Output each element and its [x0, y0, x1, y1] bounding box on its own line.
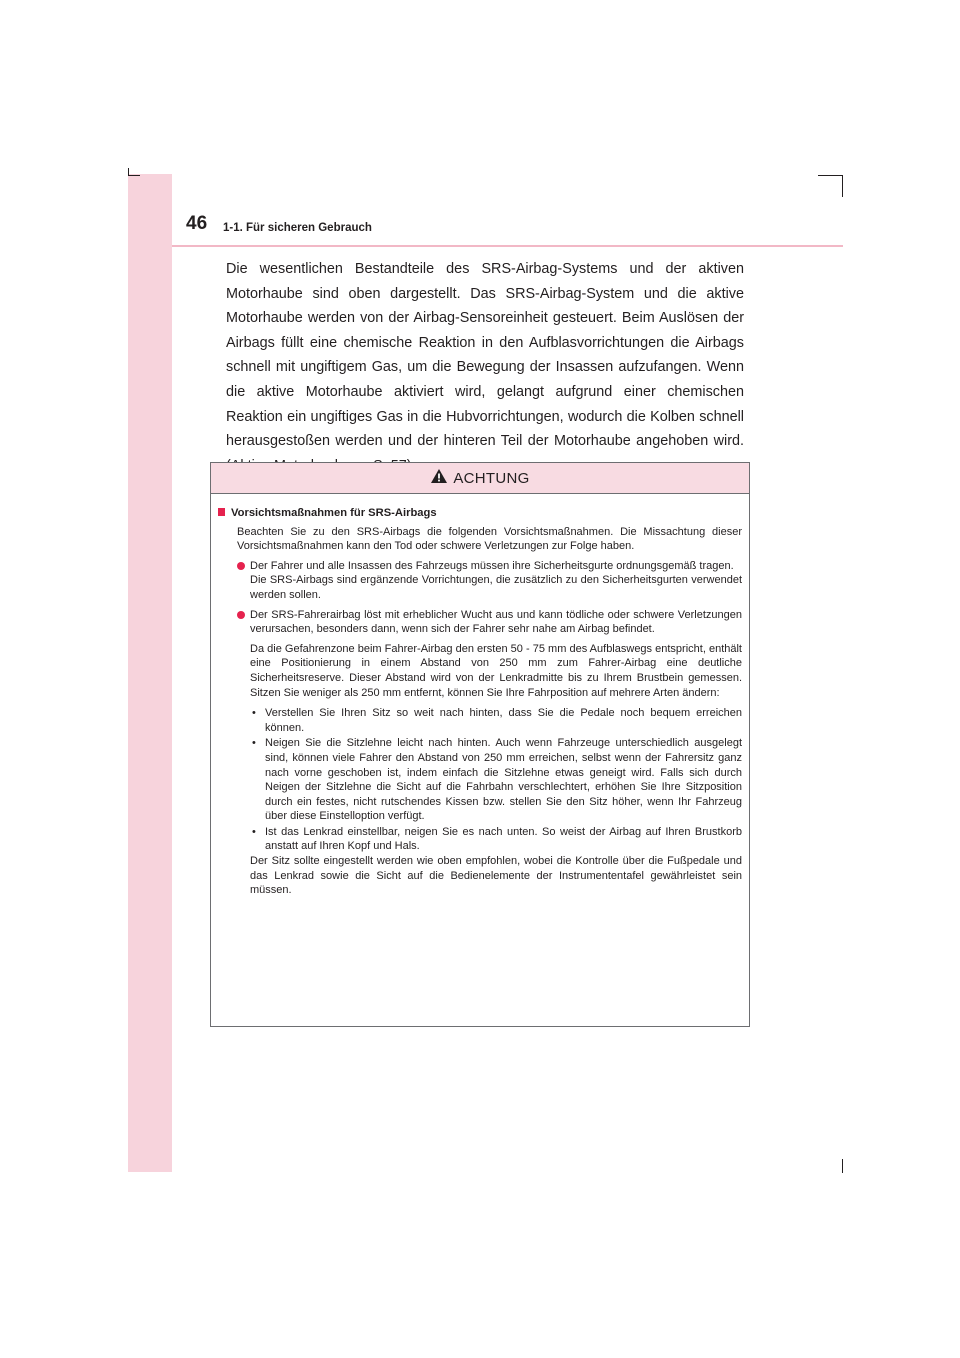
warning-heading-text: Vorsichtsmaßnahmen für SRS-Airbags	[231, 507, 437, 519]
sub-list-item	[250, 825, 742, 854]
list-item	[218, 608, 742, 898]
sub-item-text: Neigen Sie die Sitzlehne leicht nach hinten. Auch wenn Fahrzeuge unterschiedlich ausgelegt sind, können viele Fahrer den Abstand von 250 mm erreichen, selbst wenn der Fahrersitz ganz nach vorne geschoben ist, indem einfach die Sitzlehne etwas geneigt wird. Falls sich durch Neigen der Sitzlehne die Sicht auf die Fahrbahn verschlechtert, erhöhen Sie Ihre Sitzposition durch ein festes, nicht rutschendes Kissen bzw. stellen Sie den Sitz höher, wenn Ihr Fahrzeug über diese Einstelloption verfügt.	[265, 737, 742, 823]
sub-bullet-icon: •	[252, 825, 256, 838]
square-bullet-icon	[218, 508, 225, 516]
crop-mark-top-left-vertical	[128, 168, 129, 176]
sub-list-item	[250, 736, 742, 824]
bullet-text: Die SRS-Airbags sind ergänzende Vorrichtungen, die zusätzlich zu den Sicherheitsgurten verwendet werden sollen.	[250, 574, 742, 601]
intro-paragraph: Die wesentlichen Bestandteile des SRS-Airbag-Systems und der aktiven Motorhaube sind oben dargestellt. Das SRS-Airbag-System und die aktive Motorhaube werden von der Airbag-Sensoreinheit gesteuert. Beim Auslösen der Airbags füllt eine chemische Reaktion in den Aufblasvorrichtungen die Airbags schnell mit ungiftigem Gas, um die Bewegung der Insassen aufzufangen. Wenn die aktive Motorhaube aktiviert wird, gelangt aufgrund einer chemischen Reaktion ein ungiftiges Gas in die Hubvorrichtungen, wodurch die Kolben schnell herausgestoßen werden und der hinteren Teil der Motorhaube angehoben wird.	[226, 261, 744, 450]
sub-item-text: Verstellen Sie Ihren Sitz so weit nach hinten, dass Sie die Pedale noch bequem erreichen können.	[265, 707, 742, 734]
warning-box	[210, 462, 750, 1027]
bullet-text: Der Fahrer und alle Insassen des Fahrzeugs müssen ihre Sicherheitsgurte ordnungsgemäß tragen.	[250, 559, 734, 572]
sub-bullet-icon: •	[252, 737, 256, 750]
warning-triangle-icon	[430, 468, 448, 489]
list-item	[218, 559, 742, 603]
crop-mark-top-right	[818, 175, 843, 176]
chapter-side-bar	[128, 174, 172, 1172]
warning-body	[211, 494, 749, 898]
sub-bullet-icon: •	[252, 707, 256, 720]
crop-mark-bottom-right	[842, 1159, 843, 1173]
bullet-text: Da die Gefahrenzone beim Fahrer-Airbag den ersten 50 - 75 mm des Aufblaswegs entspricht, enthält eine Positionierung in einem Abstand von 250 mm zum Fahrer-Airbag eine deutliche Sicherheitsreserve. Dieser Abstand wird von der Lenkradmitte bis zu Ihrem Brustbein gemessen. Sitzen Sie weniger als 250 mm entfernt, können Sie Ihre Fahrposition auf mehrere Arten ändern:	[250, 642, 742, 699]
sub-item-text: Ist das Lenkrad einstellbar, neigen Sie es nach unten. So weist der Airbag auf Ihren Brustkorb anstatt auf Ihren Kopf und Hals.	[265, 825, 742, 853]
warning-heading	[218, 506, 742, 521]
sub-list-item	[250, 706, 742, 735]
bullet-text: Der SRS-Fahrerairbag löst mit erheblicher Wucht aus und kann tödliche oder schwere Verletzungen verursachen, besonders dann, wenn sich der Fahrer sehr nahe am Airbag befindet.	[250, 608, 742, 636]
round-bullet-icon	[237, 611, 245, 619]
header-rule	[172, 245, 843, 247]
warning-title: ACHTUNG	[453, 469, 530, 487]
crop-mark-top-right-vertical	[842, 175, 843, 197]
page-number: 46	[186, 213, 208, 234]
crop-mark-top-left	[128, 175, 140, 176]
warning-lead: Beachten Sie zu den SRS-Airbags die folgenden Vorsichtsmaßnahmen. Die Missachtung dieser Vorsichtsmaßnahmen kann den Tod oder schwere Verletzungen zur Folge haben.	[237, 525, 742, 553]
closing-text: Der Sitz sollte eingestellt werden wie oben empfohlen, wobei die Kontrolle über die Fußpedale und das Lenkrad sowie die Sicht auf die Bedienelemente der Instrumententafel gewährleistet sein müssen.	[250, 855, 742, 897]
section-title: 1-1. Für sicheren Gebrauch	[223, 222, 372, 234]
warning-header	[211, 463, 749, 494]
round-bullet-icon	[237, 562, 245, 570]
